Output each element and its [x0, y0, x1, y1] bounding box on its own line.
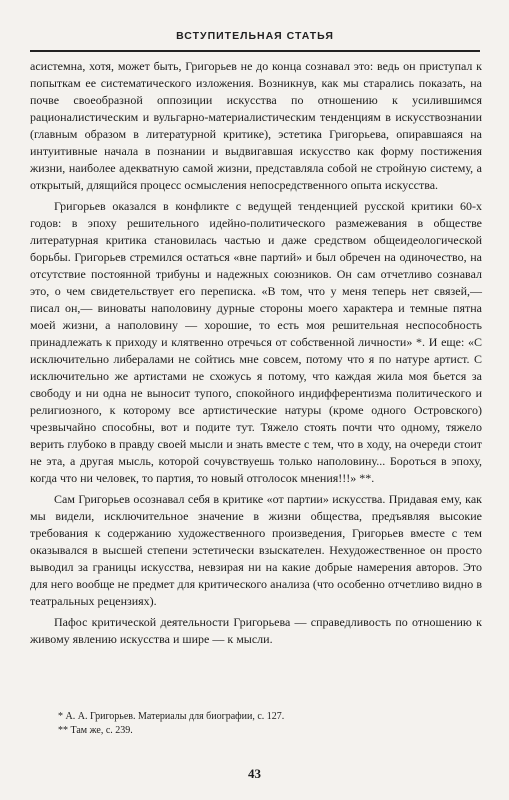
- footnote-2: ** Там же, с. 239.: [58, 725, 133, 736]
- paragraph-2: Григорьев оказался в конфликте с ведущей тенденцией русской критики 60-х годов: в эпоху решительного идейно-политического размежевания в обществе литературная критика становилась частью и даже средством общеидеологической борьбы. Григорьев стремился остаться «вне партий» и был обречен на одиночество, на отсутствие постоянной трибуны и надежных союзников. Он сам отчетливо сознавал это, о чем свидетельствует его переписка. «В том, что у меня теперь нет связей,— писал он,— виноваты наполовину дурные стороны моего характера и темные пятна моей жизни, а наполовину — хорошие, то есть моя решительная неспособность принадлежать к приходу и клятвенно отречься от собственной личности» *. И еще: «С исключительно либералами не сойтись мне совсем, потому что я по натуре артист. С исключительно же артистами не схожусь я потому, что каждая жила моя бьется за свободу и ни одна не выносит тупого, спокойного индифферентизма политического и религиозного, к которому все артистические натуры (кроме одного Островского) чрезвычайно способны, вот и подите тут. Тяжело стоять почти что одному, тяжело верить глубоко в правду своей мысли и знать вместе с тем, что в ходу, на очереди стоит не эта, а другая мысль, которой сочувствуешь только наполовину... Боροться в эпоху, когда что ни человек, то партия, то новый отголосок мнения!!!» **.: [30, 199, 482, 485]
- body-text: [30, 58, 482, 648]
- running-title: ВСТУПИТЕЛЬНАЯ СТАТЬЯ: [176, 30, 334, 42]
- page-number: 43: [248, 766, 261, 781]
- paragraph-4: Пафос критической деятельности Григорьева — справедливость по отношению к живому явлению искусства и шире — к мысли.: [30, 615, 482, 646]
- paragraph-3: Сам Григорьев осознавал себя в критике «от партии» искусства. Придавая ему, как мы видели, исключительное значение в жизни общества, предъявляя высокие требования к содержанию художественного произведения, Григорьев вместе с тем оказывался в высшей степени эстетически взыскателен. Нехудожественное он просто выводил за границы искусства, невзирая ни на какие добрые намерения авторов. Это для него вообще не предмет для критического анализа (что особенно отчетливо видно в театральных рецензиях).: [30, 492, 482, 608]
- paragraph-1: асистемна, хотя, может быть, Григорьев не до конца сознавал это: ведь он приступал к попыткам ее систематического изложения. Возникнув, как мы старались показать, на почве своеобразной оппозиции искусства по отношению к усилившимся рационалистическим и вульгарно-материалистическим тенденциям в искусствознании (главным образом в литературной критике), эстетика Григорьева, опиравшаяся на интуитивные начала в познании и выдвигавшая искусство как форму постижения жизни, наиболее адекватную самой жизни, представляла собой не стройную систему, а открытый, длящийся процесс осмысления непосредственного опыта искусства.: [30, 59, 482, 192]
- header-rule: [30, 50, 480, 52]
- footnote-1: * А. А. Григорьев. Материалы для биографии, с. 127.: [58, 711, 285, 722]
- footnotes: [58, 710, 478, 738]
